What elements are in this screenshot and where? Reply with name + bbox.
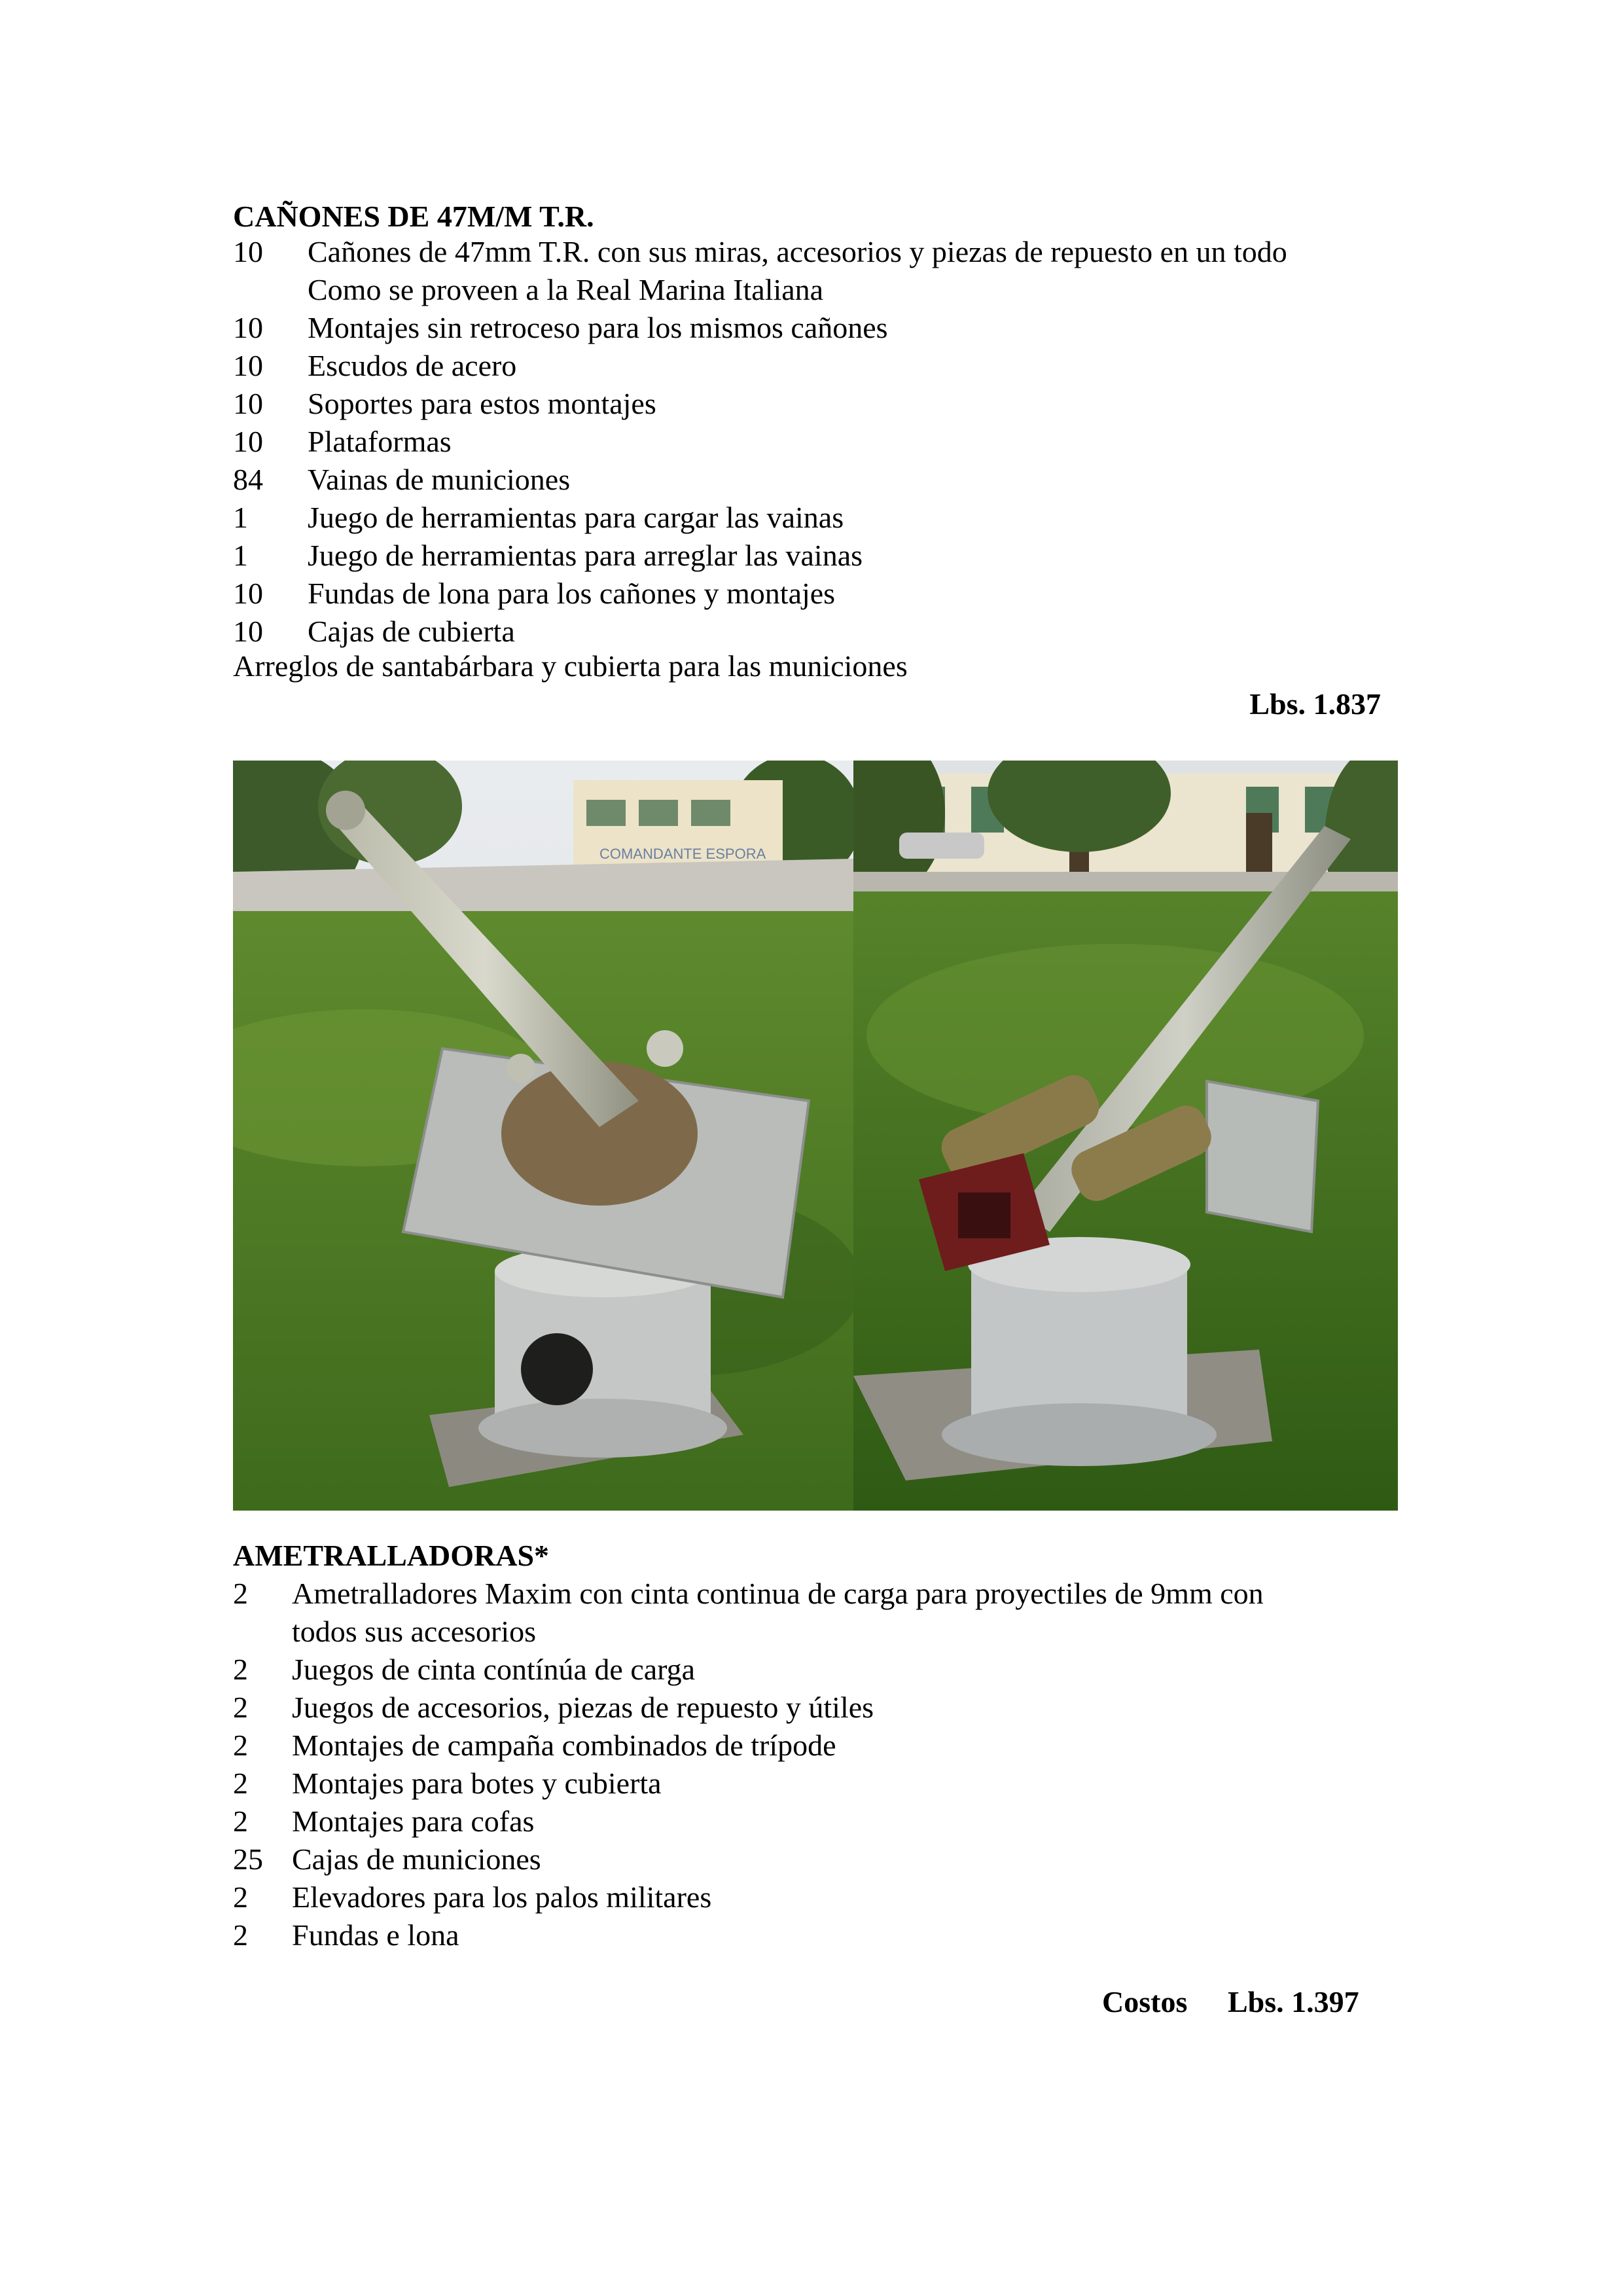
note-santabarbara: Arreglos de santabárbara y cubierta para las municiones xyxy=(233,649,908,683)
item-description: Montajes sin retroceso para los mismos cañones xyxy=(308,311,888,344)
item-quantity: 10 xyxy=(233,311,263,344)
item-quantity: 25 xyxy=(233,1842,263,1876)
item-description: Plataformas xyxy=(308,425,452,458)
total-ametralladoras: Lbs. 1.397 xyxy=(1228,1985,1359,2018)
item-quantity: 10 xyxy=(233,425,263,458)
item-quantity: 2 xyxy=(233,1804,248,1838)
item-description: Cañones de 47mm T.R. con sus miras, accesorios y piezas de repuesto en un todo xyxy=(308,235,1287,268)
item-quantity: 10 xyxy=(233,349,263,382)
item-quantity: 10 xyxy=(233,577,263,610)
item-description: Juego de herramientas para cargar las vainas xyxy=(308,501,844,534)
item-description: Juego de herramientas para arreglar las vainas xyxy=(308,539,863,572)
item-description: Soportes para estos montajes xyxy=(308,387,656,420)
item-description: Elevadores para los palos militares xyxy=(292,1880,712,1914)
item-description: Cajas de municiones xyxy=(292,1842,541,1876)
total-canones: Lbs. 1.837 xyxy=(1249,687,1381,721)
item-description: Ametralladores Maxim con cinta continua de carga para proyectiles de 9mm con xyxy=(292,1577,1264,1610)
item-quantity: 1 xyxy=(233,539,248,572)
item-description: Juegos de cinta contínúa de carga xyxy=(292,1653,696,1686)
item-description: Montajes de campaña combinados de trípode xyxy=(292,1729,836,1762)
item-quantity: 2 xyxy=(233,1767,248,1800)
item-description: Montajes para cofas xyxy=(292,1804,535,1838)
cost-label: Costos xyxy=(1102,1985,1188,2018)
item-quantity: 10 xyxy=(233,235,263,268)
item-description: todos sus accesorios xyxy=(292,1615,537,1648)
section-heading-ametralladoras: AMETRALLADORAS* xyxy=(233,1539,550,1572)
item-quantity: 2 xyxy=(233,1577,248,1610)
item-quantity: 2 xyxy=(233,1918,248,1952)
item-quantity: 10 xyxy=(233,615,263,648)
item-description: Vainas de municiones xyxy=(308,463,571,496)
building-sign-text: COMANDANTE ESPORA xyxy=(599,846,766,862)
item-description: Como se proveen a la Real Marina Italiana xyxy=(308,273,824,306)
photo-cannon-right xyxy=(853,761,1398,1511)
item-quantity: 2 xyxy=(233,1653,248,1686)
item-description: Cajas de cubierta xyxy=(308,615,515,648)
section-heading-canones: CAÑONES DE 47M/M T.R. xyxy=(233,200,594,233)
item-quantity: 2 xyxy=(233,1729,248,1762)
item-quantity: 2 xyxy=(233,1880,248,1914)
item-description: Juegos de accesorios, piezas de repuesto y útiles xyxy=(292,1691,874,1724)
item-description: Montajes para botes y cubierta xyxy=(292,1767,662,1800)
item-quantity: 10 xyxy=(233,387,263,420)
photo-cannon-left xyxy=(233,761,853,1511)
item-description: Fundas e lona xyxy=(292,1918,459,1952)
item-quantity: 1 xyxy=(233,501,248,534)
item-description: Escudos de acero xyxy=(308,349,517,382)
item-quantity: 84 xyxy=(233,463,263,496)
item-description: Fundas de lona para los cañones y montajes xyxy=(308,577,836,610)
item-quantity: 2 xyxy=(233,1691,248,1724)
